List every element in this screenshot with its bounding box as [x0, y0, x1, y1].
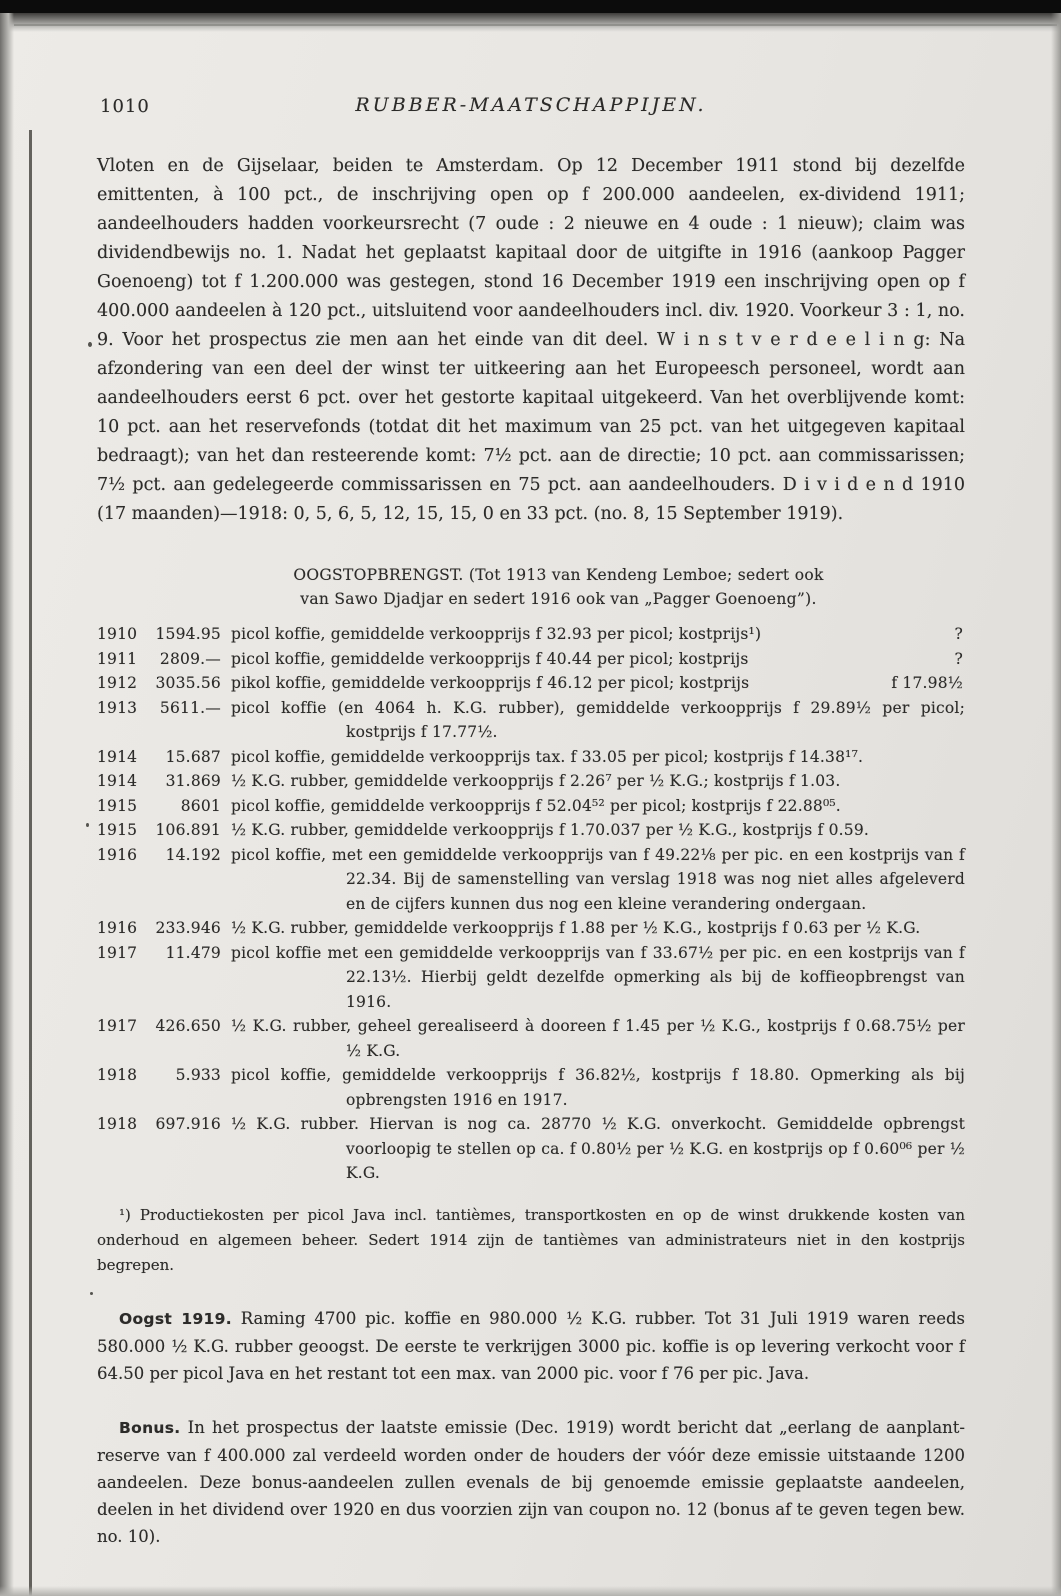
- amount-cell: 2809.—: [159, 649, 221, 668]
- scan-speck: [88, 342, 92, 347]
- row-text: ½ K.G. rubber, gemiddelde verkoopprijs f 1.70.037 per ½ K.G., kostprijs f 0.59.: [231, 821, 870, 839]
- row-tail: ?: [954, 625, 963, 643]
- harvest-1919-text: Raming 4700 pic. koffie en 980.000 ½ K.G. rubber. Tot 31 Juli 1919 waren reeds 580.000 ½ K.G. rubber geoogst. De eerste te verkrijgen 3000 pic. koffie is op levering verkocht voor f 64.50 per picol Java en het restant tot een max. van 2000 pic. voor f 76 per pic. Java.: [97, 1308, 965, 1383]
- harvest-heading-line2: van Sawo Djadjar en sedert 1916 ook van „Pagger Goenoeng”).: [300, 590, 817, 608]
- year-cell: 1916: [97, 919, 138, 937]
- footnote: ¹) Productiekosten per picol Java incl. tantièmes, transportkosten en op de winst drukkende kosten van onderhoud en algemeen beheer. Sedert 1914 zijn de tantièmes van administrateurs niet in den kostprijs begrepen.: [97, 1205, 965, 1274]
- row-tail: f 17.98½: [891, 674, 963, 692]
- amount-cell: 8601: [180, 796, 221, 815]
- page-top-edge: [14, 24, 1057, 26]
- amount-cell: 14.192: [165, 845, 221, 864]
- year-cell: 1910: [97, 625, 138, 643]
- table-row: [97, 843, 965, 917]
- table-row: [97, 1014, 965, 1063]
- amount-cell: 697.916: [155, 1115, 221, 1133]
- row-text: picol koffie, met een gemiddelde verkoopprijs van f 49.22⅛ per pic. en een kostprijs van f 22.34. Bij de samenstelling van verslag 1918 was nog niet alles afgeleverd en de cijfers kunnen dus nog een kleine verandering ondergaan.: [231, 845, 965, 913]
- table-row: [97, 794, 965, 819]
- amount-cell: 426.650: [155, 1017, 221, 1035]
- year-cell: 1918: [97, 1115, 138, 1133]
- year-cell: 1914: [97, 747, 138, 766]
- page-bottom-edge-shadow: [0, 1586, 1061, 1596]
- harvest-table: [97, 622, 965, 1186]
- row-text: picol koffie, gemiddelde verkoopprijs f 40.44 per picol; kostprijs: [231, 649, 749, 668]
- harvest-1919-label: Oogst 1919.: [119, 1309, 232, 1328]
- year-cell: 1912: [97, 674, 138, 692]
- page-content: [97, 94, 965, 1566]
- row-text: ½ K.G. rubber, gemiddelde verkoopprijs f 2.26⁷ per ½ K.G.; kostprijs f 1.03.: [231, 772, 841, 790]
- table-row: [97, 696, 965, 745]
- page-top-shadow: [0, 13, 1061, 32]
- table-row: [97, 818, 965, 843]
- year-cell: 1915: [97, 796, 138, 815]
- table-row: [97, 622, 965, 647]
- row-text: ½ K.G. rubber, geheel gerealiseerd à dooreen f 1.45 per ½ K.G., kostprijs f 0.68.75½ per ½ K.G.: [231, 1017, 965, 1060]
- page-left-edge-shadow: [0, 13, 14, 1596]
- harvest-heading: [152, 563, 965, 611]
- page-number: 1010: [100, 96, 150, 117]
- bonus-paragraph: [97, 1414, 965, 1550]
- amount-cell: 15.687: [165, 747, 221, 766]
- table-row: [97, 769, 965, 794]
- amount-cell: 5611.—: [159, 698, 221, 717]
- row-text: picol koffie, gemiddelde verkoopprijs f 36.82½, kostprijs f 18.80. Opmerking als bij opbrengsten 1916 en 1917.: [231, 1066, 965, 1109]
- table-row: [97, 671, 965, 696]
- scan-speck: [86, 823, 89, 827]
- year-cell: 1911: [97, 649, 138, 668]
- amount-cell: 31.869: [165, 772, 221, 790]
- row-text: pikol koffie, gemiddelde verkoopprijs f 46.12 per picol; kostprijs: [231, 674, 750, 692]
- year-cell: 1915: [97, 821, 138, 839]
- bonus-text: In het prospectus der laatste emissie (Dec. 1919) wordt bericht dat „eerlang de aanplant-reserve van f 400.000 zal verdeeld worden onder de houders der vóór deze emissie uitstaande 1200 aandeelen. Deze bonus-aandeelen zullen evenals de bij genoemde emissie geplaatste aandeelen, deelen in het dividend over 1920 en dus voorzien zijn van coupon no. 12 (bonus af te geven tegen bew. no. 10).: [97, 1417, 965, 1546]
- row-text: ½ K.G. rubber, gemiddelde verkoopprijs f 1.88 per ½ K.G., kostprijs f 0.63 per ½ K.G.: [231, 919, 921, 937]
- bonus-label: Bonus.: [119, 1418, 181, 1437]
- row-text: picol koffie (en 4064 h. K.G. rubber), gemiddelde verkoopprijs f 29.89½ per picol; kostprijs f 17.77½.: [231, 698, 965, 741]
- year-cell: 1914: [97, 772, 138, 790]
- row-text: picol koffie met een gemiddelde verkoopprijs van f 33.67½ per pic. en een kostprijs van f 22.13½. Hierbij geldt dezelfde opmerking als bij de koffieopbrengst van 1916.: [231, 943, 965, 1011]
- amount-cell: 233.946: [155, 919, 221, 937]
- row-text: ½ K.G. rubber. Hiervan is nog ca. 28770 ½ K.G. onverkocht. Gemiddelde opbrengst voorloopig te stellen op ca. f 0.80½ per ½ K.G. en kostprijs op f 0.60⁰⁶ per ½ K.G.: [231, 1115, 965, 1182]
- amount-cell: 106.891: [155, 821, 221, 839]
- page-header: [97, 94, 965, 128]
- row-text: picol koffie, gemiddelde verkoopprijs tax. f 33.05 per picol; kostprijs f 14.38¹⁷.: [231, 747, 864, 766]
- amount-cell: 3035.56: [155, 674, 221, 692]
- table-row: [97, 1063, 965, 1112]
- table-row: [97, 941, 965, 1015]
- row-tail: ?: [954, 649, 963, 668]
- table-row: [97, 647, 965, 672]
- amount-cell: 11.479: [165, 943, 221, 962]
- amount-cell: 1594.95: [155, 625, 221, 643]
- row-text: picol koffie, gemiddelde verkoopprijs f 52.04⁵² per picol; kostprijs f 22.88⁰⁵.: [231, 796, 841, 815]
- table-row: [97, 745, 965, 770]
- year-cell: 1913: [97, 698, 138, 717]
- table-row: [97, 1112, 965, 1186]
- scan-speck: [90, 1292, 93, 1295]
- table-row: [97, 916, 965, 941]
- book-spine-line: [29, 130, 32, 1596]
- year-cell: 1917: [97, 943, 138, 962]
- harvest-heading-line1: OOGSTOPBRENGST. (Tot 1913 van Kendeng Lemboe; sedert ook: [293, 566, 824, 584]
- year-cell: 1917: [97, 1017, 138, 1035]
- year-cell: 1916: [97, 845, 138, 864]
- amount-cell: 5.933: [175, 1066, 221, 1084]
- row-text: picol koffie, gemiddelde verkoopprijs f 32.93 per picol; kostprijs¹): [231, 625, 762, 643]
- intro-paragraph: Vloten en de Gijselaar, beiden te Amsterdam. Op 12 December 1911 stond bij dezelfde emittenten, à 100 pct., de inschrijving open op f 200.000 aandeelen, ex-dividend 1911; aandeelhouders hadden voorkeursrecht (7 oude : 2 nieuwe en 4 oude : 1 nieuw); claim was dividendbewijs no. 1. Nadat het geplaatst kapitaal door de uitgifte in 1916 (aankoop Pagger Goenoeng) tot f 1.200.000 was gestegen, stond 16 December 1919 een inschrijving open op f 400.000 aandeelen à 120 pct., uitsluitend voor aandeelhouders incl. div. 1920. Voorkeur 3 : 1, no. 9. Voor het prospectus zie men aan het einde van dit deel. W i n s t v e r d e e l i n g: Na afzondering van een deel der winst ter uitkeering aan het Europeesch personeel, wordt aan aandeelhouders eerst 6 pct. over het gestorte kapitaal uitgekeerd. Van het overblijvende komt: 10 pct. aan het reservefonds (totdat dit het maximum van 25 pct. van het uitgegeven kapitaal bedraagt); van het dan resteerende komt: 7½ pct. aan de directie; 10 pct. aan commissarissen; 7½ pct. aan gedelegeerde commissarissen en 75 pct. aan aandeelhouders. D i v i d e n d 1910 (17 maanden)—1918: 0, 5, 6, 5, 12, 15, 15, 0 en 33 pct. (no. 8, 15 September 1919).: [97, 156, 965, 524]
- page-right-edge-shadow: [1051, 13, 1061, 1596]
- year-cell: 1918: [97, 1066, 138, 1084]
- harvest-1919-paragraph: [97, 1305, 965, 1387]
- scan-top-black-band: [0, 0, 1061, 13]
- page-title: RUBBER-MAATSCHAPPIJEN.: [355, 94, 707, 116]
